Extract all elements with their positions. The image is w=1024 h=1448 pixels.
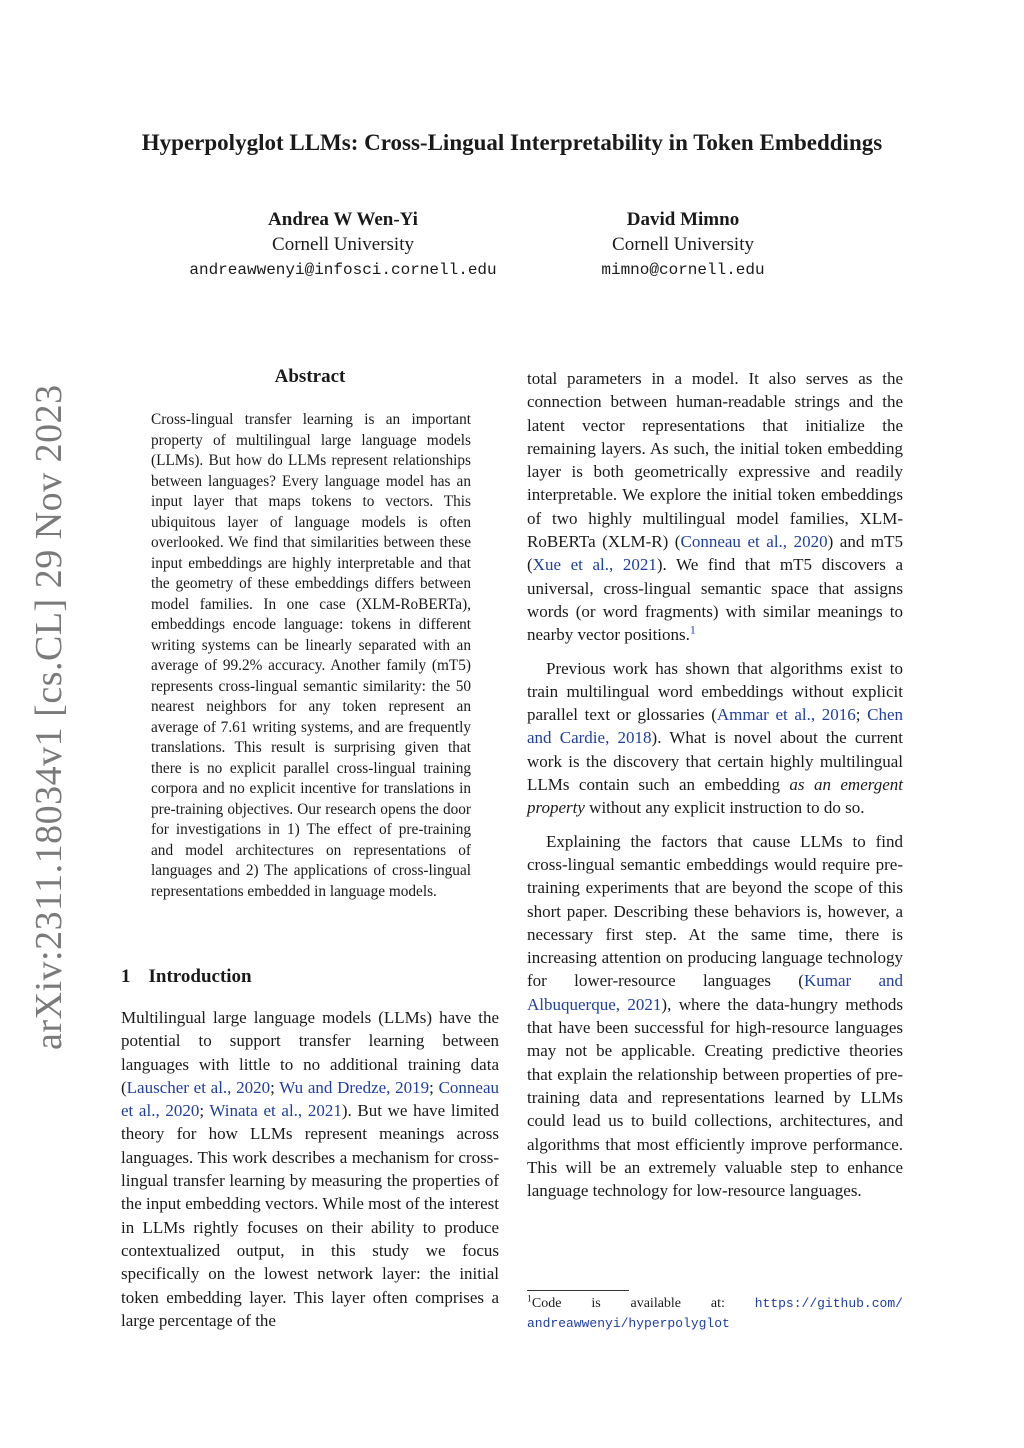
author-email[interactable]: andreawwenyi@infosci.cornell.edu: [189, 261, 497, 279]
text-run: Explaining the factors that cause LLMs to find cross-lingual semantic embeddings would require pre-training experiments that are beyond the scope of this short paper. Describing these behaviors is, however, a necessary first step. At the same time, there is increasing attention on producing language technology for lower-resource languages (: [527, 831, 903, 991]
footnote-number: 1: [527, 1293, 532, 1305]
text-run: at:: [710, 1296, 725, 1311]
footnote-line: [527, 1294, 903, 1314]
text-run: ). But we have limited theory for how LLMs represent meanings across languages. This work describes a mechanism for cross-lingual transfer learning by measuring the properties of the input embedding vectors. While most of the interest in LLMs rightly focuses on their ability to produce contextualized output, in this study we focus specifically on the lowest network layer: the initial token embedding layer. This layer often comprises a large percentage of the: [121, 1101, 499, 1330]
author-affiliation: Cornell University: [612, 234, 754, 255]
arxiv-identifier: arXiv:2311.18034v1 [cs.CL] 29 Nov 2023: [28, 384, 70, 1050]
citation-link[interactable]: Conneau et al., 2020: [680, 532, 828, 552]
text-run: Code: [531, 1296, 562, 1311]
footnote-rule: [527, 1290, 629, 1291]
section-heading-introduction: [121, 966, 252, 988]
emphasis-text: as an emergent property: [527, 775, 903, 818]
text-run: Multilingual large language models (LLMs) have the potential to support transfer learning between languages with little to no additional training data (: [121, 1008, 499, 1097]
text-run: is: [591, 1296, 601, 1311]
paragraph: [121, 1006, 499, 1332]
citation-link[interactable]: Lauscher et al., 2020: [126, 1077, 271, 1097]
citation-link[interactable]: Wu and Dredze, 2019: [279, 1077, 430, 1097]
author-name: Andrea W Wen-Yi: [268, 209, 418, 230]
text-run: ). We find that mT5 discovers a universal, cross-lingual semantic space that assigns words (or word fragments) with similar meanings to nearby vector positions.: [527, 555, 903, 645]
code-url-link-continued[interactable]: andreawwenyi/hyperpolyglot: [527, 1316, 730, 1331]
abstract-heading: Abstract: [274, 366, 346, 387]
text-run: ;: [270, 1077, 280, 1097]
author-email[interactable]: mimno@cornell.edu: [601, 261, 765, 279]
citation-link[interactable]: Conneau et al., 2020: [121, 1077, 499, 1121]
text-run: ;: [855, 705, 868, 725]
text-run: ;: [199, 1101, 210, 1121]
footnote-marker[interactable]: 1: [689, 622, 696, 637]
citation-link[interactable]: Chen and Cardie, 2018: [527, 705, 903, 748]
paragraph: [527, 830, 903, 1203]
text-run: ), where the data-hungry methods that have been successful for high-resource languages may not be applicable. Creating predictive theories that explain the relationship between properties of pre-training data and representations learned by LLMs could lead us to build collections, architectures, and algorithms that most efficiently improve performance. This will be an extremely valuable step to enhance language technology for low-resource languages.: [527, 994, 903, 1201]
author-block-2: [483, 207, 883, 283]
section-number: 1: [121, 966, 131, 987]
code-url-link[interactable]: https://github.com/: [754, 1296, 903, 1311]
citation-link[interactable]: Xue et al., 2021: [532, 555, 657, 575]
abstract-text: Cross-lingual transfer learning is an important property of multilingual large language models (LLMs). But how do LLMs represent relationships between languages? Every language model has an input layer that maps tokens to vectors. This ubiquitous layer of language models is often overlooked. We find that similarities between these input embeddings are highly interpretable and that the geometry of these embeddings differs between model families. In one case (XLM-RoBERTa), embeddings encode language: tokens in different writing systems can be linearly separated with an average of 99.2% accuracy. Another family (mT5) represents cross-lingual semantic similarity: the 50 nearest neighbors for any token represent an average of 7.61 writing systems, and are frequently translations. This result is surprising given that there is no explicit parallel cross-lingual training corpora and no explicit incentive for translations in pre-training objectives. Our research opens the door for investigations in 1) The effect of pre-training and model architectures on representations of languages and 2) The applications of cross-lingual representations embedded in language models.: [151, 411, 471, 900]
citation-link[interactable]: Ammar et al., 2016: [716, 705, 856, 725]
text-run: ) and mT5 (: [527, 532, 903, 575]
text-run: ). What is novel about the current work is the discovery that certain highly multilingual LLMs contain such an embedding: [527, 728, 903, 795]
text-run: ;: [429, 1077, 439, 1097]
author-name: David Mimno: [626, 209, 740, 230]
paragraph: [527, 367, 903, 647]
text-run: total parameters in a model. It also serves as the connection between human-readable strings and the latent vector representations that initialize the remaining layers. As such, the initial token embedding layer is both geometrically expressive and readily interpretable. We explore the initial token embeddings of two highly multilingual model families, XLM-RoBERTa (XLM-R) (: [527, 369, 903, 552]
footnote: [527, 1294, 903, 1334]
text-run: Previous work has shown that algorithms exist to train multilingual word embeddings without explicit parallel text or glossaries (: [527, 658, 903, 725]
citation-link[interactable]: Kumar and Albuquerque, 2021: [527, 971, 903, 1014]
author-affiliation: Cornell University: [272, 234, 414, 255]
text-run: available: [630, 1296, 682, 1311]
paragraph: [527, 657, 903, 820]
text-run: without any explicit instruction to do so.: [584, 798, 865, 818]
intro-right-column: [527, 367, 903, 1202]
paper-title: Hyperpolyglot LLMs: Cross-Lingual Interpretability in Token Embeddings: [141, 130, 883, 155]
intro-left-column: [121, 1006, 499, 1332]
footnote-text: [527, 1294, 561, 1314]
citation-link[interactable]: Winata et al., 2021: [209, 1101, 342, 1121]
section-title: Introduction: [148, 966, 252, 987]
